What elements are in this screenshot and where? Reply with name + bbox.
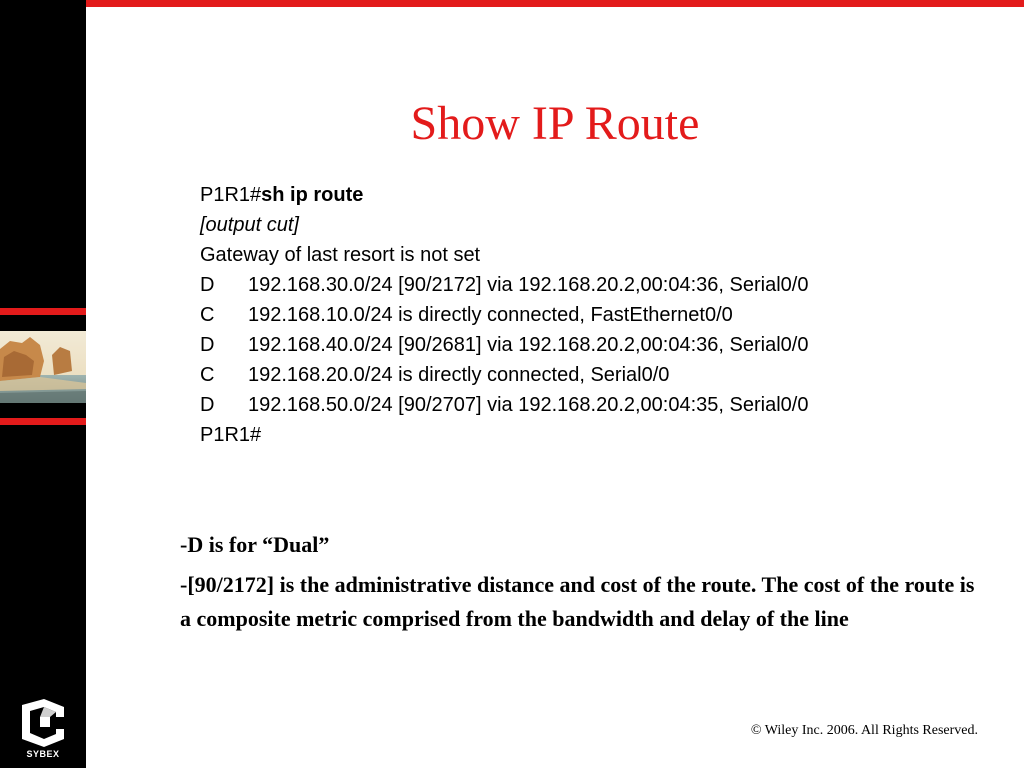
prompt: P1R1# bbox=[200, 184, 262, 206]
note-metric: -[90/2172] is the administrative distance and cost of the route. The cost of the route is a composite metric comprised from the bandwidth and delay of the line bbox=[180, 572, 975, 631]
route-code: D bbox=[200, 334, 215, 356]
command-line bbox=[200, 180, 808, 210]
route-entry bbox=[200, 270, 808, 300]
route-text: 192.168.20.0/24 is directly connected, Serial0/0 bbox=[248, 364, 670, 386]
route-entry bbox=[200, 390, 808, 420]
command: sh ip route bbox=[261, 184, 364, 206]
route-text: 192.168.30.0/24 [90/2172] via 192.168.20.2,00:04:36, Serial0/0 bbox=[248, 274, 809, 296]
copyright-footer: © Wiley Inc. 2006. All Rights Reserved. bbox=[750, 723, 978, 738]
sidebar-stripe-upper bbox=[0, 308, 86, 315]
route-code: C bbox=[200, 304, 215, 326]
logo-text: SYBEX bbox=[26, 749, 60, 759]
route-code: D bbox=[200, 274, 215, 296]
route-code: D bbox=[200, 394, 215, 416]
route-entry bbox=[200, 330, 808, 360]
route-entry bbox=[200, 360, 808, 390]
route-entry bbox=[200, 300, 808, 330]
route-text: 192.168.40.0/24 [90/2681] via 192.168.20.2,00:04:36, Serial0/0 bbox=[248, 334, 809, 356]
sidebar-stripe-lower bbox=[0, 418, 86, 425]
slide-title: Show IP Route bbox=[410, 97, 700, 150]
top-accent-line bbox=[86, 0, 1024, 7]
gateway-line: Gateway of last resort is not set bbox=[200, 244, 481, 266]
sybex-logo-mark bbox=[16, 697, 70, 747]
output-cut-line: [output cut] bbox=[200, 214, 299, 236]
end-prompt: P1R1# bbox=[200, 424, 262, 446]
sybex-logo bbox=[16, 697, 70, 763]
route-code: C bbox=[200, 364, 215, 386]
route-text: 192.168.50.0/24 [90/2707] via 192.168.20.2,00:04:35, Serial0/0 bbox=[248, 394, 809, 416]
explanation-notes bbox=[180, 528, 980, 636]
route-text: 192.168.10.0/24 is directly connected, FastEthernet0/0 bbox=[248, 304, 733, 326]
note-dual: -D is for “Dual” bbox=[180, 532, 330, 557]
router-console-output bbox=[200, 180, 808, 450]
coastline-photo bbox=[0, 331, 86, 403]
